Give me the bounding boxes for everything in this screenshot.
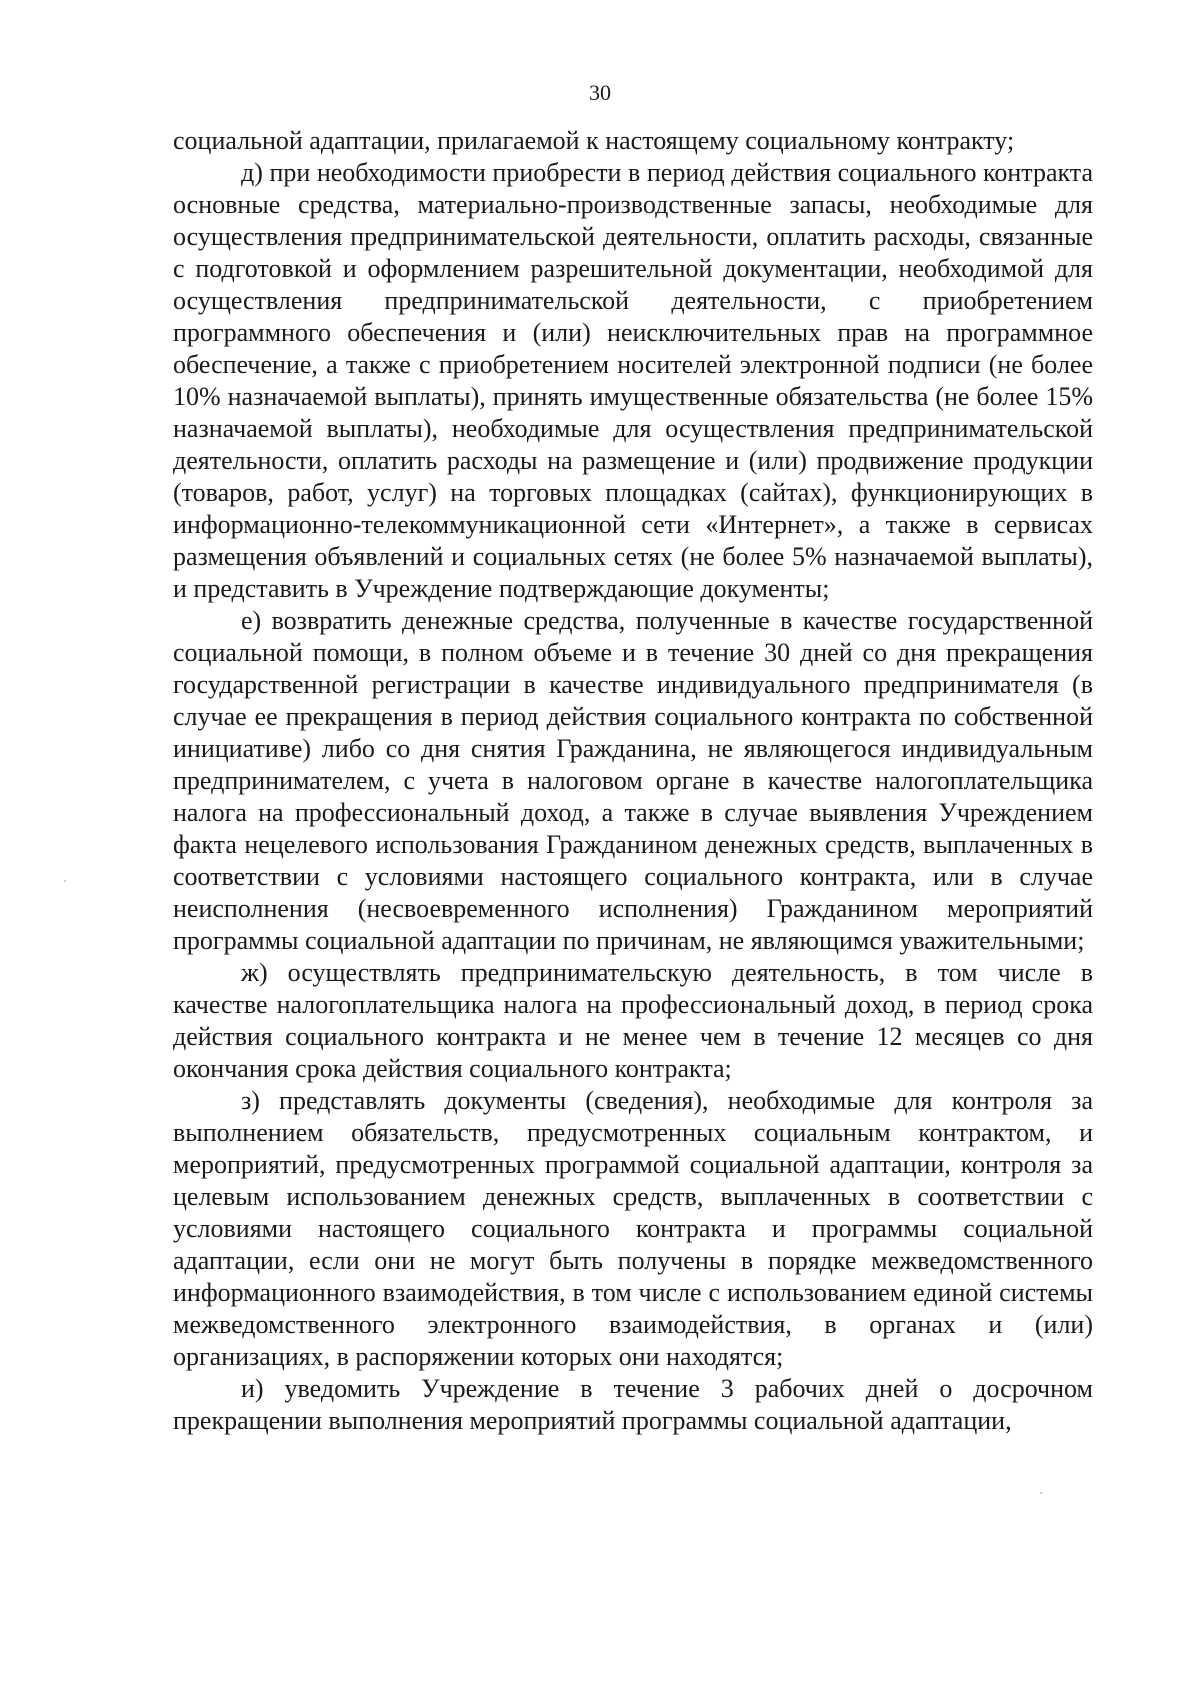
paragraph-item-e: е) возвратить денежные средства, полученные в качестве государственной социальной помощи, в полном объеме и в течение 30 дней со дня прекращения государственной регистрации в качестве индивидуального предпринимателя (в случае ее прекращения в период действия социального контракта по собственной инициативе) либо со дня снятия Гражданина, не являющегося индивидуальным предпринимателем, с учета в налоговом органе в качестве налогоплательщика налога на профессиональный доход, а также в случае выявления Учреждением факта нецелевого использования Гражданином денежных средств, выплаченных в соответствии с условиями настоящего социального контракта, или в случае неисполнения (несвоевременного исполнения) Гражданином мероприятий программы социальной адаптации по причинам, не являющимся уважительными; [173, 606, 1093, 955]
scan-speck [1040, 1492, 1042, 1494]
paragraph-item-z: з) представлять документы (сведения), необходимые для контроля за выполнением обязательств, предусмотренных социальным контрактом, и мероприятий, предусмотренных программой социальной адаптации, контроля за целевым использованием денежных средств, выплаченных в соответствии с условиями настоящего социального контракта и программы социальной адаптации, если они не могут быть получены в порядке межведомственного информационного взаимодействия, в том числе с использованием единой системы межведомственного электронного взаимодействия, в органах и (или) организациях, в распоряжении которых они находятся; [173, 1086, 1093, 1371]
page-number: 30 [589, 80, 611, 105]
paragraph-item-zh: ж) осуществлять предпринимательскую деятельность, в том числе в качестве налогоплательщика налога на профессиональный доход, в период срока действия социального контракта и не менее чем в течение 12 месяцев со дня окончания срока действия социального контракта; [173, 958, 1093, 1083]
paragraph-item-d: д) при необходимости приобрести в период действия социального контракта основные средства, материально-производственные запасы, необходимые для осуществления предпринимательской деятельности, оплатить расходы, связанные с подготовкой и оформлением разрешительной документации, необходимой для осуществления предпринимательской деятельности, с приобретением программного обеспечения и (или) неисключительных прав на программное обеспечение, а также с приобретением носителей электронной подписи (не более 10% назначаемой выплаты), принять имущественные обязательства (не более 15% назначаемой выплаты), необходимые для осуществления предпринимательской деятельности, оплатить расходы на размещение и (или) продвижение продукции (товаров, работ, услуг) на торговых площадках (сайтах), функционирующих в информационно-телекоммуникационной сети «Интернет», а также в сервисах размещения объявлений и социальных сетях (не более 5% назначаемой выплаты), и представить в Учреждение подтверждающие документы; [173, 158, 1093, 603]
paragraph-item-i: и) уведомить Учреждение в течение 3 рабочих дней о досрочном прекращении выполнения мероприятий программы социальной адаптации, [173, 1374, 1093, 1435]
document-body [173, 125, 1093, 1437]
paragraph-continuation: социальной адаптации, прилагаемой к настоящему социальному контракту; [173, 126, 1015, 155]
scan-speck [64, 880, 66, 882]
